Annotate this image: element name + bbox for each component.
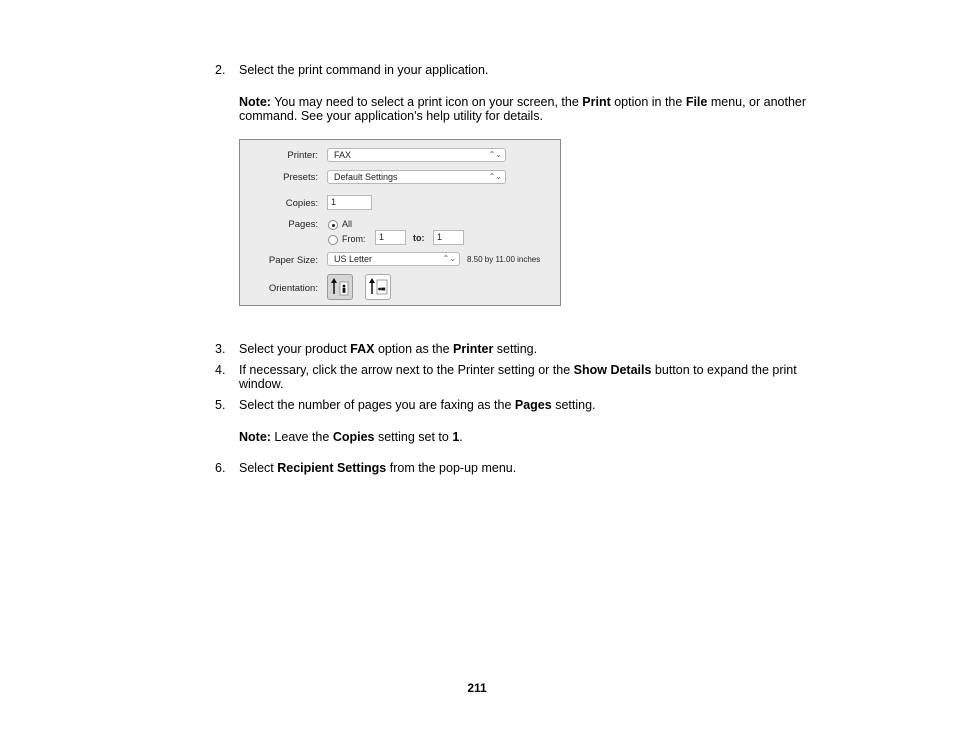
copies-input[interactable]: 1: [327, 195, 372, 210]
landscape-icon: [366, 275, 390, 299]
updown-icon: ⌃⌄: [488, 150, 502, 159]
note-text: setting set to: [374, 430, 453, 444]
step-text-part: setting.: [493, 342, 538, 356]
printer-popup[interactable]: [327, 148, 506, 162]
pages-from-radio[interactable]: [328, 235, 338, 245]
orientation-label: Orientation:: [268, 283, 318, 294]
bold-one: 1: [452, 430, 460, 444]
bold-pages: Pages: [514, 398, 552, 412]
pages-all-radio[interactable]: [328, 220, 338, 230]
pages-label: Pages:: [288, 219, 318, 230]
bold-show-details: Show Details: [573, 363, 652, 377]
note-label: Note:: [239, 430, 271, 444]
step-text: [239, 398, 809, 412]
note-bold-file: File: [685, 95, 708, 109]
portrait-orientation-button[interactable]: [327, 274, 353, 300]
step-number: 3.: [215, 342, 226, 356]
step-number: 4.: [215, 363, 226, 377]
bold-printer: Printer: [453, 342, 494, 356]
step-text-part: If necessary, click the arrow next to the Printer setting or the: [239, 363, 574, 377]
note-text: .: [459, 430, 463, 444]
note-text: Leave the: [270, 430, 333, 444]
step-text-part: option as the: [374, 342, 454, 356]
note-copies: [239, 430, 809, 444]
print-dialog-screenshot: [239, 139, 561, 306]
step-text: [239, 363, 809, 391]
updown-icon: ⌃⌄: [488, 172, 502, 181]
step-number: 2.: [215, 63, 226, 77]
step-text-part: setting.: [551, 398, 596, 412]
printer-label: Printer:: [287, 150, 318, 161]
note-text: option in the: [610, 95, 686, 109]
step-text-part: Select the number of pages you are faxing as the: [239, 398, 515, 412]
copies-label: Copies:: [285, 198, 318, 209]
printer-value: FAX: [334, 150, 352, 160]
step-number: 6.: [215, 461, 226, 475]
presets-label: Presets:: [283, 172, 318, 183]
step-text: [239, 461, 809, 475]
pages-to-label: to:: [413, 233, 425, 243]
presets-value: Default Settings: [334, 172, 398, 182]
note-label: Note:: [239, 95, 271, 109]
presets-popup[interactable]: [327, 170, 506, 184]
page-number: 211: [467, 681, 487, 695]
paper-size-popup[interactable]: [327, 252, 460, 266]
pages-from-label: From:: [342, 234, 366, 244]
note-bold-print: Print: [582, 95, 611, 109]
step-number: 5.: [215, 398, 226, 412]
step-text-part: Select your product: [239, 342, 351, 356]
pages-all-label: All: [342, 219, 353, 229]
step-text-part: from the pop-up menu.: [386, 461, 517, 475]
bold-recipient-settings: Recipient Settings: [277, 461, 387, 475]
bold-copies: Copies: [332, 430, 375, 444]
landscape-orientation-button[interactable]: [365, 274, 391, 300]
updown-icon: ⌃⌄: [442, 254, 456, 263]
step-text-part: button to expand the print window.: [239, 363, 797, 391]
note-print-command: [239, 95, 809, 123]
paper-size-value: US Letter: [334, 254, 373, 264]
bold-fax: FAX: [350, 342, 375, 356]
paper-size-label: Paper Size:: [268, 255, 318, 266]
portrait-icon: [328, 275, 352, 299]
pages-to-input[interactable]: 1: [433, 230, 464, 245]
step-text: [239, 342, 809, 356]
note-text: menu, or another command. See your application's help utility for details.: [239, 95, 807, 123]
step-text-part: Select: [239, 461, 278, 475]
note-text: You may need to select a print icon on your screen, the: [270, 95, 583, 109]
step-text: Select the print command in your application.: [239, 63, 489, 77]
pages-from-input[interactable]: 1: [375, 230, 406, 245]
paper-size-dims: 8.50 by 11.00 inches: [467, 255, 541, 264]
